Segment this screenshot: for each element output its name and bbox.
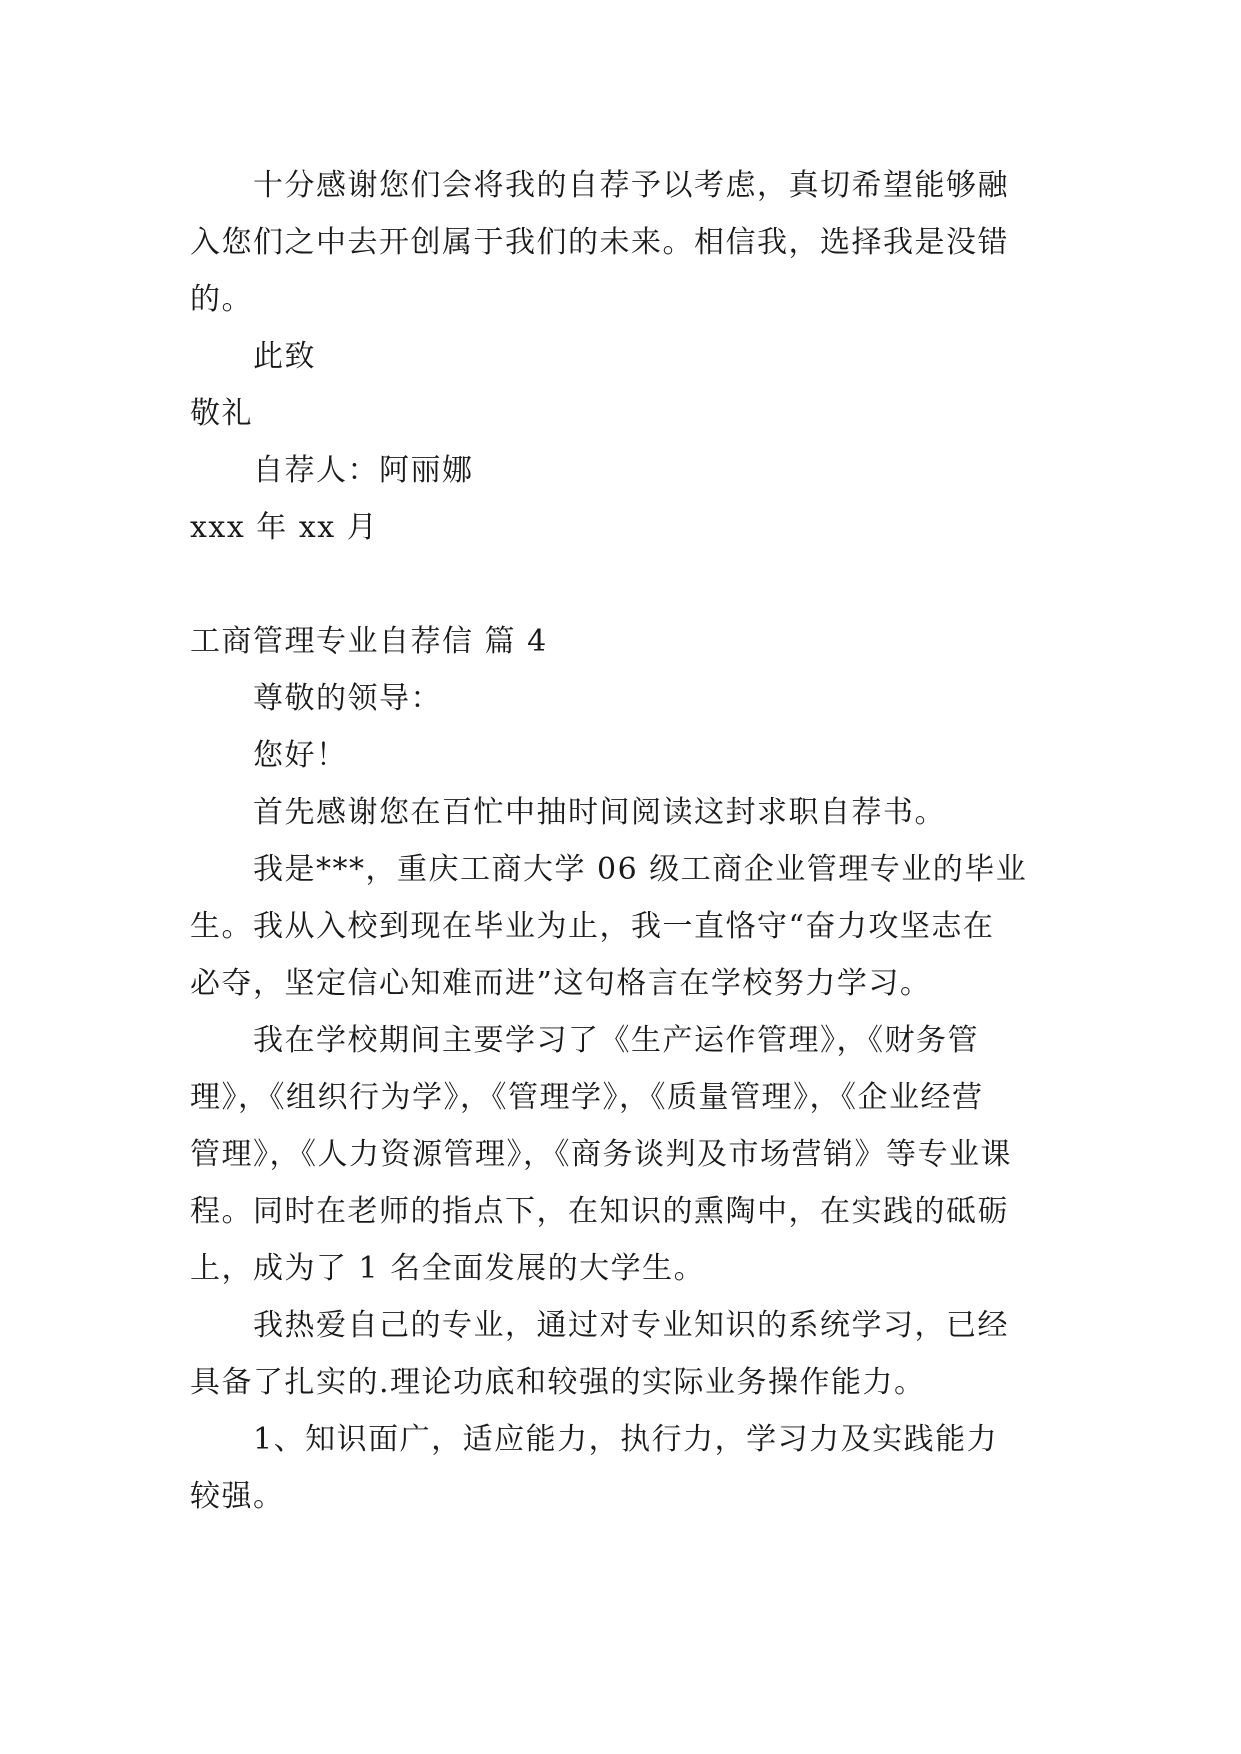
text-line: 具备了扎实的.理论功底和较强的实际业务操作能力。 [190, 1365, 926, 1400]
greeting-line: 您好！ [190, 738, 348, 773]
text-line: 生。我从入校到现在毕业为止，我一直恪守“奋力攻坚志在 [190, 909, 995, 944]
text-line: 上，成为了 1 名全面发展的大学生。 [190, 1251, 706, 1286]
text-line: 较强。 [190, 1479, 285, 1514]
text-line: 入您们之中去开创属于我们的未来。相信我，选择我是没错 [190, 225, 1009, 260]
text-line: 必夺，坚定信心知难而进”这句格言在学校努力学习。 [190, 966, 932, 1001]
salutation-line: 尊敬的领导： [190, 681, 442, 716]
closing-line: 此致 [190, 339, 316, 374]
closing-salutation: 敬礼 [190, 396, 253, 431]
text-line: 首先感谢您在百忙中抽时间阅读这封求职自荐书。 [190, 795, 946, 830]
date-line: xxx 年 xx 月 [190, 510, 379, 545]
text-line: 程。同时在老师的指点下，在知识的熏陶中，在实践的砥砺 [190, 1194, 1009, 1229]
text-line: 我热爱自己的专业，通过对专业知识的系统学习，已经 [190, 1308, 1009, 1343]
text-line: 理》，《组织行为学》，《管理学》，《质量管理》，《企业经营 [190, 1080, 984, 1115]
text-line: 管理》，《人力资源管理》，《商务谈判及市场营销》等专业课 [190, 1137, 1012, 1172]
text-line: 的。 [190, 282, 253, 317]
text-line: 1、知识面广，适应能力，执行力，学习力及实践能力 [190, 1422, 999, 1457]
section-heading: 工商管理专业自荐信 篇 4 [190, 624, 548, 659]
text-line: 我是***，重庆工商大学 06 级工商企业管理专业的毕业 [190, 852, 1028, 887]
text-line: 十分感谢您们会将我的自荐予以考虑，真切希望能够融 [190, 168, 1009, 203]
text-line: 我在学校期间主要学习了《生产运作管理》，《财务管 [190, 1023, 979, 1058]
signature-line: 自荐人：阿丽娜 [190, 453, 474, 488]
